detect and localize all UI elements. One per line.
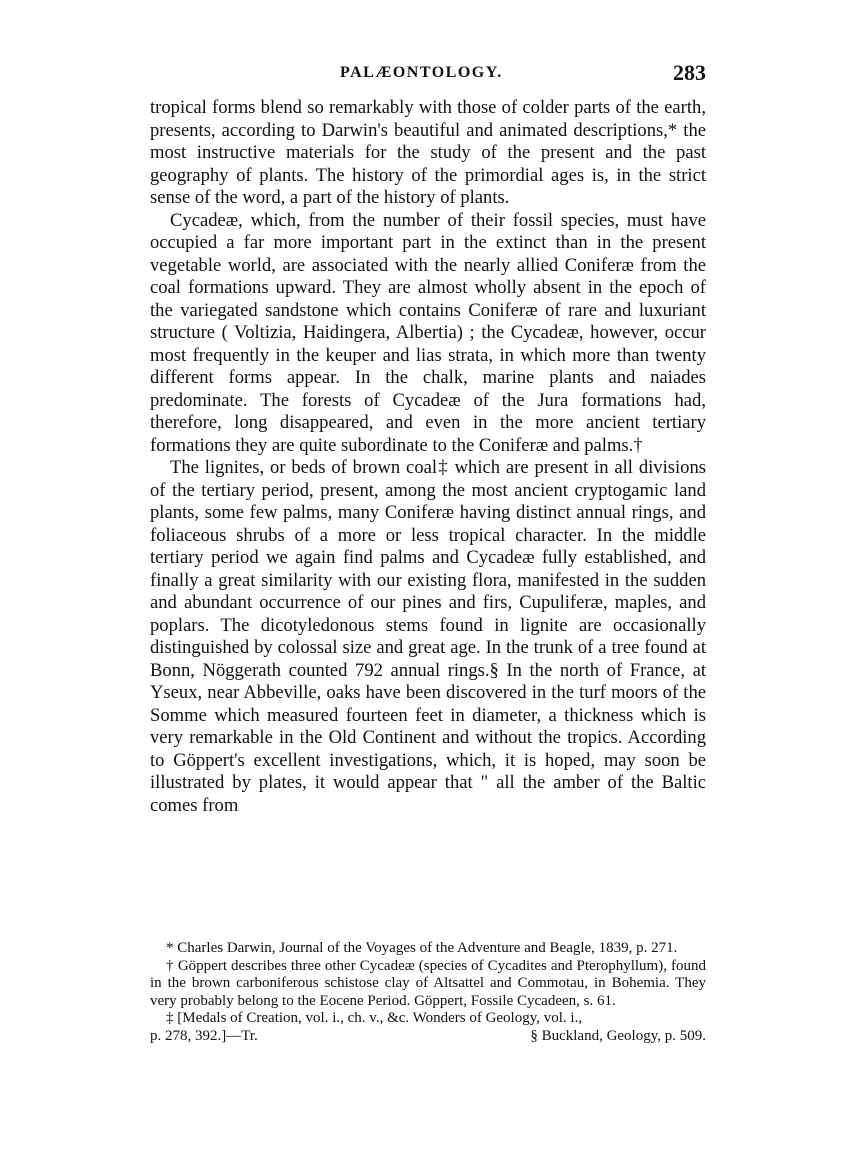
body-text xyxy=(150,97,706,817)
footnote: * Charles Darwin, Journal of the Voyages of the Adventure and Beagle, 1839, p. 271. xyxy=(166,940,678,956)
footnote-continuation: p. 278, 392.]—Tr. xyxy=(150,1027,258,1044)
paragraph: tropical forms blend so remarkably with those of colder parts of the earth, presents, according to Darwin's beautiful and animated descriptions,* the most instructive materials for the study of the present and the past geography of plants. The history of the primordial ages is, in the strict sense of the word, a part of the history of plants. xyxy=(150,97,706,208)
footnotes xyxy=(150,940,706,1046)
footnote: ‡ [Medals of Creation, vol. i., ch. v., &c. Wonders of Geology, vol. i., xyxy=(166,1010,583,1027)
footnote: § Buckland, Geology, p. 509. xyxy=(530,1027,706,1044)
page-number: 283 xyxy=(673,60,706,85)
running-head xyxy=(150,60,706,90)
paragraph: The lignites, or beds of brown coal‡ which are present in all divisions of the tertiary period, present, among the most ancient cryptogamic land plants, some few palms, many Coniferæ having distinct annual rings, and foliaceous shrubs of a more or less tropical character. In the middle tertiary period we again find palms and Cycadeæ fully established, and finally a great similarity with our existing flora, manifested in the sudden and abundant occurrence of our pines and firs, Cupuliferæ, maples, and poplars. The dicotyledonous stems found in lignite are occasionally distinguished by colossal size and great age. In the trunk of a tree found at Bonn, Nöggerath counted 792 annual rings.§ In the north of France, at Yseux, near Abbeville, oaks have been discovered in the turf moors of the Somme which measured fourteen feet in diameter, a thickness which is very remarkable in the Old Continent and without the tropics. According to Göppert's excellent investigations, which, it is hoped, may soon be illustrated by plates, it would appear that " all the amber of the Baltic comes from xyxy=(150,457,706,816)
footnote-last-line xyxy=(150,1028,706,1046)
paragraph: Cycadeæ, which, from the number of their fossil species, must have occupied a far more important part in the extinct than in the present vegetable world, are associated with the nearly allied Coniferæ from the coal formations upward. They are almost wholly absent in the epoch of the variegated sandstone which contains Coniferæ of rare and luxuriant structure ( Voltizia, Haidingera, Albertia) ; the Cycadeæ, however, occur most frequently in the keuper and lias strata, in which more than twenty different forms appear. In the chalk, marine plants and naiades predominate. The forests of Cycadeæ of the Jura formations had, therefore, long disappeared, and even in the more ancient tertiary formations they are quite subordinate to the Coniferæ and palms.† xyxy=(150,209,706,456)
footnote: † Göppert describes three other Cycadeæ (species of Cycadites and Pterophyllum), found in the brown carboniferous schistose clay of Altsattel and Commotau, in Bohemia. They very probably belong to the Eocene Period. Göppert, Fossile Cycadeen, s. 61. xyxy=(150,957,706,1009)
running-title: PALÆONTOLOGY. xyxy=(340,64,503,81)
